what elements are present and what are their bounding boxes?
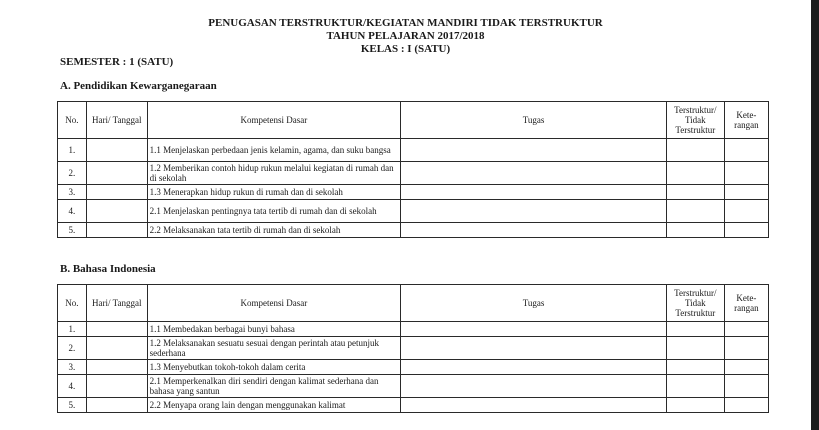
table-row — [58, 139, 769, 162]
col-header-no: No. — [58, 285, 87, 322]
terstruktur-cell — [666, 162, 724, 185]
row-number: 1. — [58, 139, 87, 162]
hari-tanggal-cell — [86, 375, 147, 398]
hari-tanggal-cell — [86, 322, 147, 337]
col-header-hari-tanggal: Hari/ Tanggal — [86, 285, 147, 322]
kompetensi-cell: 2.1 Menjelaskan pentingnya tata tertib di rumah dan di sekolah — [147, 200, 400, 223]
row-number: 1. — [58, 322, 87, 337]
col-header-no: No. — [58, 102, 87, 139]
terstruktur-cell — [666, 200, 724, 223]
terstruktur-cell — [666, 375, 724, 398]
terstruktur-cell — [666, 185, 724, 200]
terstruktur-cell — [666, 322, 724, 337]
row-number: 2. — [58, 337, 87, 360]
tugas-cell — [401, 322, 667, 337]
col-header-kompetensi-dasar: Kompetensi Dasar — [147, 102, 400, 139]
kompetensi-cell: 2.2 Menyapa orang lain dengan menggunakan kalimat — [147, 398, 400, 413]
keterangan-cell — [724, 375, 768, 398]
tugas-cell — [401, 360, 667, 375]
row-number: 3. — [58, 185, 87, 200]
table-row — [58, 322, 769, 337]
hari-tanggal-cell — [86, 360, 147, 375]
table-header-row — [58, 102, 769, 139]
tugas-cell — [401, 398, 667, 413]
hari-tanggal-cell — [86, 200, 147, 223]
keterangan-cell — [724, 200, 768, 223]
kompetensi-cell: 2.1 Memperkenalkan diri sendiri dengan kalimat sederhana dan bahasa yang santun — [147, 375, 400, 398]
row-number: 4. — [58, 200, 87, 223]
keterangan-cell — [724, 360, 768, 375]
kompetensi-cell: 1.3 Menerapkan hidup rukun di rumah dan di sekolah — [147, 185, 400, 200]
kompetensi-cell: 2.2 Melaksanakan tata tertib di rumah dan di sekolah — [147, 223, 400, 238]
table-row — [58, 200, 769, 223]
col-header-terstruktur: Terstruktur/ Tidak Terstruktur — [666, 102, 724, 139]
academic-year: TAHUN PELAJARAN 2017/2018 — [326, 30, 485, 42]
hari-tanggal-cell — [86, 162, 147, 185]
table-row — [58, 223, 769, 238]
table-row — [58, 337, 769, 360]
table-row — [58, 398, 769, 413]
hari-tanggal-cell — [86, 337, 147, 360]
keterangan-cell — [724, 337, 768, 360]
keterangan-cell — [724, 398, 768, 413]
tugas-cell — [401, 223, 667, 238]
table-header-row — [58, 285, 769, 322]
kompetensi-cell: 1.2 Melaksanakan sesuatu sesuai dengan perintah atau petunjuk sederhana — [147, 337, 400, 360]
table-row — [58, 162, 769, 185]
keterangan-cell — [724, 322, 768, 337]
section-title-pkn: A. Pendidikan Kewarganegaraan — [60, 80, 217, 92]
hari-tanggal-cell — [86, 185, 147, 200]
col-header-tugas: Tugas — [401, 102, 667, 139]
hari-tanggal-cell — [86, 139, 147, 162]
kompetensi-cell: 1.1 Menjelaskan perbedaan jenis kelamin, agama, dan suku bangsa — [147, 139, 400, 162]
window-edge — [811, 0, 819, 430]
row-number: 2. — [58, 162, 87, 185]
task-table-pkn — [57, 101, 769, 238]
keterangan-cell — [724, 139, 768, 162]
tugas-cell — [401, 200, 667, 223]
row-number: 5. — [58, 223, 87, 238]
table-row — [58, 375, 769, 398]
task-table-bahasa-indonesia — [57, 284, 769, 413]
document-title: PENUGASAN TERSTRUKTUR/KEGIATAN MANDIRI TIDAK TERSTRUKTUR — [208, 17, 603, 29]
row-number: 4. — [58, 375, 87, 398]
tugas-cell — [401, 162, 667, 185]
col-header-terstruktur: Terstruktur/ Tidak Terstruktur — [666, 285, 724, 322]
col-header-kompetensi-dasar: Kompetensi Dasar — [147, 285, 400, 322]
class-label: KELAS : I (SATU) — [360, 43, 451, 55]
tugas-cell — [401, 337, 667, 360]
tugas-cell — [401, 185, 667, 200]
table-row — [58, 185, 769, 200]
keterangan-cell — [724, 162, 768, 185]
kompetensi-cell: 1.2 Memberikan contoh hidup rukun melalui kegiatan di rumah dan di sekolah — [147, 162, 400, 185]
terstruktur-cell — [666, 398, 724, 413]
terstruktur-cell — [666, 223, 724, 238]
col-header-tugas: Tugas — [401, 285, 667, 322]
tugas-cell — [401, 375, 667, 398]
terstruktur-cell — [666, 337, 724, 360]
section-title-bahasa-indonesia: B. Bahasa Indonesia — [60, 263, 156, 275]
keterangan-cell — [724, 185, 768, 200]
col-header-keterangan: Kete- rangan — [724, 102, 768, 139]
hari-tanggal-cell — [86, 398, 147, 413]
keterangan-cell — [724, 223, 768, 238]
hari-tanggal-cell — [86, 223, 147, 238]
col-header-hari-tanggal: Hari/ Tanggal — [86, 102, 147, 139]
kompetensi-cell: 1.3 Menyebutkan tokoh-tokoh dalam cerita — [147, 360, 400, 375]
tugas-cell — [401, 139, 667, 162]
row-number: 5. — [58, 398, 87, 413]
terstruktur-cell — [666, 139, 724, 162]
col-header-keterangan: Kete- rangan — [724, 285, 768, 322]
terstruktur-cell — [666, 360, 724, 375]
kompetensi-cell: 1.1 Membedakan berbagai bunyi bahasa — [147, 322, 400, 337]
semester-label: SEMESTER : 1 (SATU) — [60, 56, 174, 68]
row-number: 3. — [58, 360, 87, 375]
table-row — [58, 360, 769, 375]
